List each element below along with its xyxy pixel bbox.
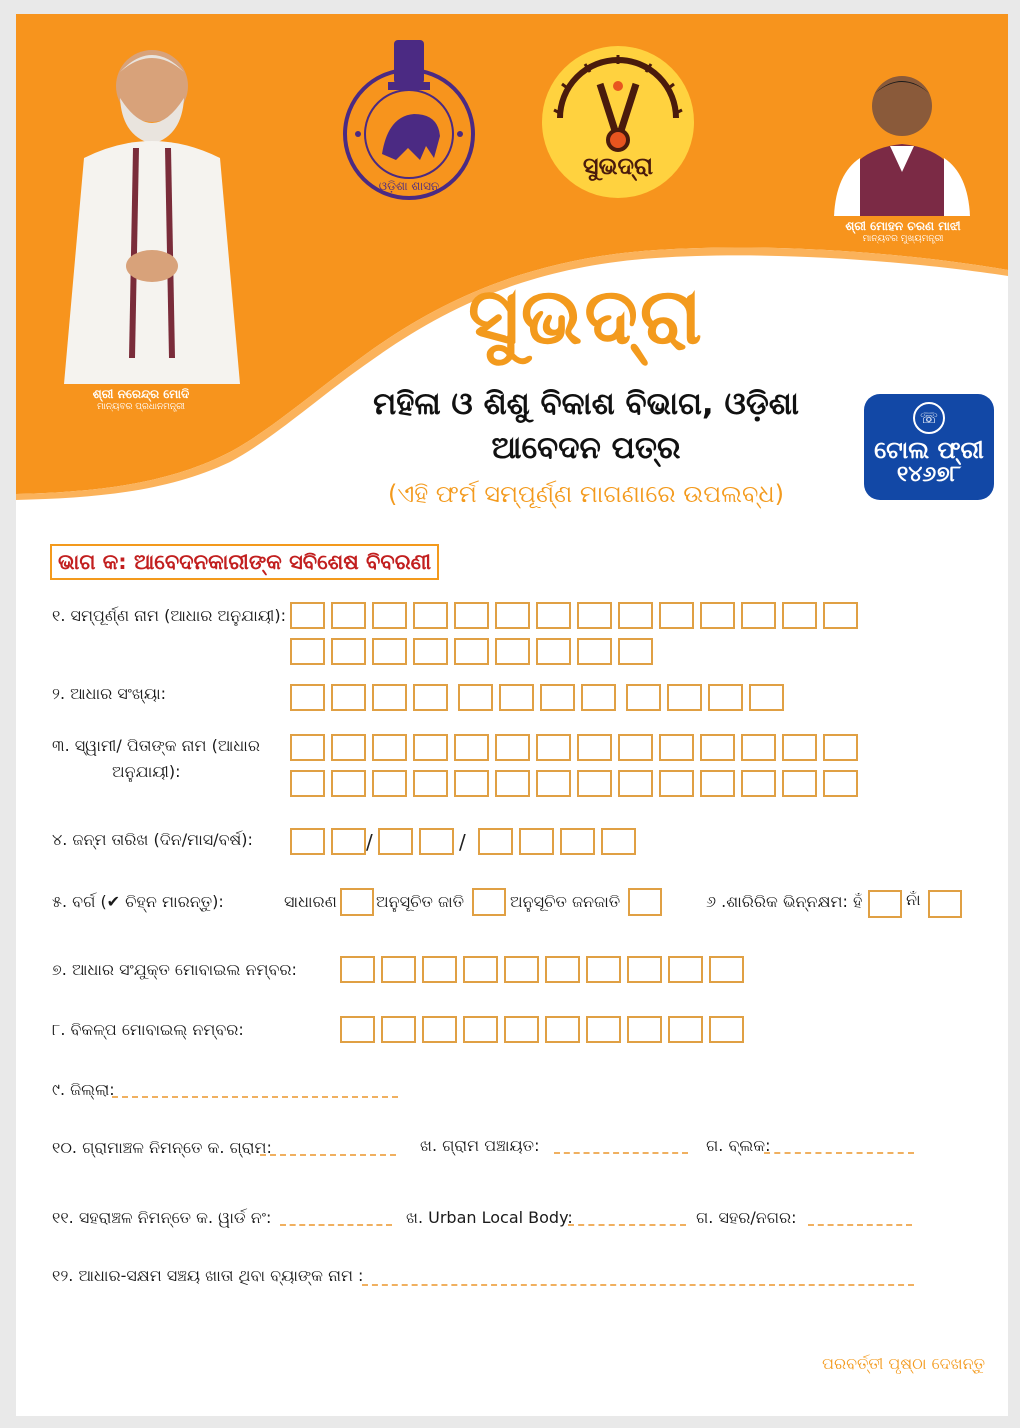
input-box[interactable] <box>381 1016 416 1043</box>
input-box[interactable] <box>331 638 366 665</box>
input-box[interactable] <box>668 956 703 983</box>
emblem-text: ଓଡ଼ିଶା ଶାସନ <box>378 179 440 193</box>
category-label: ୫. ବର୍ଗ (✔ ଚିହ୍ନ ମାରନ୍ତୁ): <box>52 892 224 911</box>
gram-panchayat-label: ଖ. ଗ୍ରାମ ପଞ୍ଚାୟତ: <box>420 1136 540 1155</box>
odisha-emblem-icon <box>334 36 484 202</box>
input-box[interactable] <box>618 770 653 797</box>
disability-label: ୬ .ଶାରିରିକ ଭିନ୍ନକ୍ଷମ: ହଁ <box>706 892 863 911</box>
input-box[interactable] <box>331 684 366 711</box>
input-box[interactable] <box>577 638 612 665</box>
spouse-father-name-boxes-row2[interactable] <box>290 770 858 797</box>
input-box[interactable] <box>478 828 513 855</box>
tollfree-label: ଟୋଲ ଫ୍ରୀ <box>874 436 984 464</box>
input-box[interactable] <box>823 734 858 761</box>
bank-name-line[interactable] <box>362 1284 914 1286</box>
input-box[interactable] <box>495 638 530 665</box>
input-box[interactable] <box>290 684 325 711</box>
input-box[interactable] <box>581 684 616 711</box>
input-box[interactable] <box>419 828 454 855</box>
input-box[interactable] <box>700 734 735 761</box>
full-name-boxes-row1[interactable] <box>290 602 858 629</box>
input-box[interactable] <box>378 828 413 855</box>
category-general-label: ସାଧାରଣ <box>284 892 337 911</box>
input-box[interactable] <box>340 1016 375 1043</box>
dob-month-boxes[interactable] <box>378 828 454 855</box>
input-box[interactable] <box>413 770 448 797</box>
input-box[interactable] <box>422 1016 457 1043</box>
chief-minister-name: ଶ୍ରୀ ମୋହନ ଚରଣ ମାଝୀ <box>845 219 961 233</box>
input-box[interactable] <box>495 734 530 761</box>
prime-minister-photo <box>44 28 250 384</box>
input-box[interactable] <box>413 602 448 629</box>
input-box[interactable] <box>458 684 493 711</box>
category-sc-label: ଅନୁସୂଚିତ ଜାତି <box>376 892 465 911</box>
disability-yes-checkbox[interactable] <box>868 890 902 918</box>
input-box[interactable] <box>290 638 325 665</box>
bank-name-label: ୧୨. ଆଧାର-ସକ୍ଷମ ସଞ୍ଚୟ ଖାତା ଥିବା ବ୍ୟାଙ୍କ ନାମ : <box>52 1266 364 1285</box>
input-box[interactable] <box>372 770 407 797</box>
input-box[interactable] <box>536 638 571 665</box>
input-box[interactable] <box>454 602 489 629</box>
prime-minister-title: ମାନ୍ୟବର ପ୍ରଧାନମନ୍ତ୍ରୀ <box>97 401 185 412</box>
district-line[interactable] <box>112 1096 398 1098</box>
town-city-label: ଗ. ସହର/ନଗର: <box>696 1208 797 1227</box>
input-box[interactable] <box>749 684 784 711</box>
input-box[interactable] <box>340 956 375 983</box>
input-box[interactable] <box>540 684 575 711</box>
input-box[interactable] <box>536 602 571 629</box>
input-box[interactable] <box>782 770 817 797</box>
input-box[interactable] <box>372 602 407 629</box>
aadhaar-boxes-group1[interactable] <box>290 684 448 711</box>
application-form-page <box>16 14 1008 1416</box>
next-page-note: ପରବର୍ତ୍ତୀ ପୃଷ୍ଠା ଦେଖନ୍ତୁ <box>822 1354 986 1373</box>
dob-separator-1: / <box>366 830 373 854</box>
category-st-checkbox[interactable] <box>628 888 662 916</box>
input-box[interactable] <box>577 734 612 761</box>
aadhaar-boxes-group3[interactable] <box>626 684 784 711</box>
input-box[interactable] <box>709 1016 744 1043</box>
department-name: ମହିଳା ଓ ଶିଶୁ ବିକାଶ ବିଭାଗ, ଓଡ଼ିଶା <box>373 386 799 422</box>
input-box[interactable] <box>782 602 817 629</box>
scheme-title: ସୁଭଦ୍ରା <box>468 272 704 362</box>
district-label: ୯. ଜିଲ୍ଲା: <box>52 1080 115 1099</box>
input-box[interactable] <box>741 734 776 761</box>
input-box[interactable] <box>667 684 702 711</box>
urban-local-body-label: ଖ. Urban Local Body: <box>406 1208 573 1227</box>
urban-ward-label: ୧୧. ସହରାଞ୍ଚଳ ନିମନ୍ତେ କ. ୱାର୍ଡ ନଂ: <box>52 1208 272 1227</box>
input-box[interactable] <box>372 734 407 761</box>
dob-year-boxes[interactable] <box>478 828 636 855</box>
chief-minister-photo <box>820 54 980 216</box>
town-city-line[interactable] <box>808 1224 912 1226</box>
block-line[interactable] <box>764 1152 914 1154</box>
free-form-note: (ଏହି ଫର୍ମ ସମ୍ପୂର୍ଣ୍ଣ ମାଗଣାରେ ଉପଲବ୍ଧ) <box>387 480 785 508</box>
prime-minister-name: ଶ୍ରୀ ନରେନ୍ଦ୍ର ମୋଦି <box>92 387 190 401</box>
prime-minister-caption <box>36 388 246 412</box>
input-box[interactable] <box>381 956 416 983</box>
input-box[interactable] <box>709 956 744 983</box>
spouse-father-name-label-cont: ଅନୁଯାୟୀ): <box>112 762 181 781</box>
tollfree-badge <box>864 394 994 500</box>
input-box[interactable] <box>659 734 694 761</box>
full-name-label: ୧. ସମ୍ପୂର୍ଣ୍ଣ ନାମ (ଆଧାର ଅନୁଯାୟୀ): <box>52 606 287 625</box>
input-box[interactable] <box>586 1016 621 1043</box>
input-box[interactable] <box>504 956 539 983</box>
dob-separator-2: / <box>459 830 466 854</box>
input-box[interactable] <box>618 638 653 665</box>
input-box[interactable] <box>413 684 448 711</box>
input-box[interactable] <box>331 828 366 855</box>
input-box[interactable] <box>422 956 457 983</box>
input-box[interactable] <box>823 602 858 629</box>
alternate-mobile-boxes[interactable] <box>340 1016 744 1043</box>
phone-icon: ☏ <box>913 402 945 434</box>
category-st-label: ଅନୁସୂଚିତ ଜନଜାତି <box>510 892 621 911</box>
gram-panchayat-line[interactable] <box>554 1152 688 1154</box>
input-box[interactable] <box>659 602 694 629</box>
aadhaar-mobile-label: ୭. ଆଧାର ସଂଯୁକ୍ତ ମୋବାଇଲ ନମ୍ବର: <box>52 960 297 979</box>
input-box[interactable] <box>627 1016 662 1043</box>
block-label: ଗ. ବ୍ଲକ: <box>706 1136 771 1155</box>
input-box[interactable] <box>741 770 776 797</box>
input-box[interactable] <box>290 734 325 761</box>
input-box[interactable] <box>463 1016 498 1043</box>
input-box[interactable] <box>536 770 571 797</box>
spouse-father-name-boxes-row1[interactable] <box>290 734 858 761</box>
category-general-checkbox[interactable] <box>340 888 374 916</box>
ward-line[interactable] <box>280 1224 392 1226</box>
input-box[interactable] <box>668 1016 703 1043</box>
rural-village-label: ୧୦. ଗ୍ରାମାଞ୍ଚଳ ନିମନ୍ତେ କ. ଗ୍ରାମ: <box>52 1138 272 1157</box>
input-box[interactable] <box>519 828 554 855</box>
spouse-father-name-label: ୩. ସ୍ୱାମୀ/ ପିତାଙ୍କ ନାମ (ଆଧାର <box>52 736 260 755</box>
input-box[interactable] <box>499 684 534 711</box>
input-box[interactable] <box>823 770 858 797</box>
subhadra-logo <box>540 44 696 200</box>
alternate-mobile-label: ୮. ବିକଳ୍ପ ମୋବାଇଲ୍ ନମ୍ବର: <box>52 1020 244 1039</box>
aadhaar-boxes-group2[interactable] <box>458 684 616 711</box>
category-sc-checkbox[interactable] <box>472 888 506 916</box>
input-box[interactable] <box>454 770 489 797</box>
input-box[interactable] <box>577 770 612 797</box>
aadhaar-mobile-boxes[interactable] <box>340 956 744 983</box>
input-box[interactable] <box>627 956 662 983</box>
input-box[interactable] <box>626 684 661 711</box>
input-box[interactable] <box>741 602 776 629</box>
input-box[interactable] <box>331 770 366 797</box>
input-box[interactable] <box>290 602 325 629</box>
form-name: ଆବେଦନ ପତ୍ର <box>491 430 681 466</box>
input-box[interactable] <box>331 602 366 629</box>
input-box[interactable] <box>454 638 489 665</box>
input-box[interactable] <box>708 684 743 711</box>
input-box[interactable] <box>700 602 735 629</box>
input-box[interactable] <box>372 684 407 711</box>
input-box[interactable] <box>495 770 530 797</box>
disability-no-checkbox[interactable] <box>928 890 962 918</box>
tollfree-number: ୧୪୬୭୮ <box>896 462 962 487</box>
urban-local-body-line[interactable] <box>568 1224 686 1226</box>
input-box[interactable] <box>618 734 653 761</box>
village-line[interactable] <box>260 1154 396 1156</box>
input-box[interactable] <box>577 602 612 629</box>
input-box[interactable] <box>290 828 325 855</box>
subhadra-logo-text: ସୁଭଦ୍ରା <box>582 152 654 180</box>
input-box[interactable] <box>331 734 366 761</box>
chief-minister-title: ମାନ୍ୟବର ମୁଖ୍ୟମନ୍ତ୍ରୀ <box>862 233 944 244</box>
dob-day-boxes[interactable] <box>290 828 366 855</box>
input-box[interactable] <box>782 734 817 761</box>
input-box[interactable] <box>454 734 489 761</box>
input-box[interactable] <box>700 770 735 797</box>
input-box[interactable] <box>601 828 636 855</box>
aadhaar-number-label: ୨. ଆଧାର ସଂଖ୍ୟା: <box>52 684 167 703</box>
input-box[interactable] <box>504 1016 539 1043</box>
input-box[interactable] <box>618 602 653 629</box>
input-box[interactable] <box>545 956 580 983</box>
chief-minister-caption <box>808 220 998 244</box>
input-box[interactable] <box>545 1016 580 1043</box>
input-box[interactable] <box>495 602 530 629</box>
input-box[interactable] <box>536 734 571 761</box>
input-box[interactable] <box>413 638 448 665</box>
input-box[interactable] <box>413 734 448 761</box>
disability-no-label: ନାଁ <box>906 890 921 909</box>
input-box[interactable] <box>659 770 694 797</box>
section-a-heading: ଭାଗ କ: ଆବେଦନକାରୀଙ୍କ ସବିଶେଷ ବିବରଣୀ <box>50 544 439 580</box>
input-box[interactable] <box>463 956 498 983</box>
input-box[interactable] <box>586 956 621 983</box>
input-box[interactable] <box>560 828 595 855</box>
input-box[interactable] <box>290 770 325 797</box>
input-box[interactable] <box>372 638 407 665</box>
date-of-birth-label: ୪. ଜନ୍ମ ତାରିଖ (ଦିନ/ମାସ/ବର୍ଷ): <box>52 830 253 849</box>
full-name-boxes-row2[interactable] <box>290 638 653 665</box>
